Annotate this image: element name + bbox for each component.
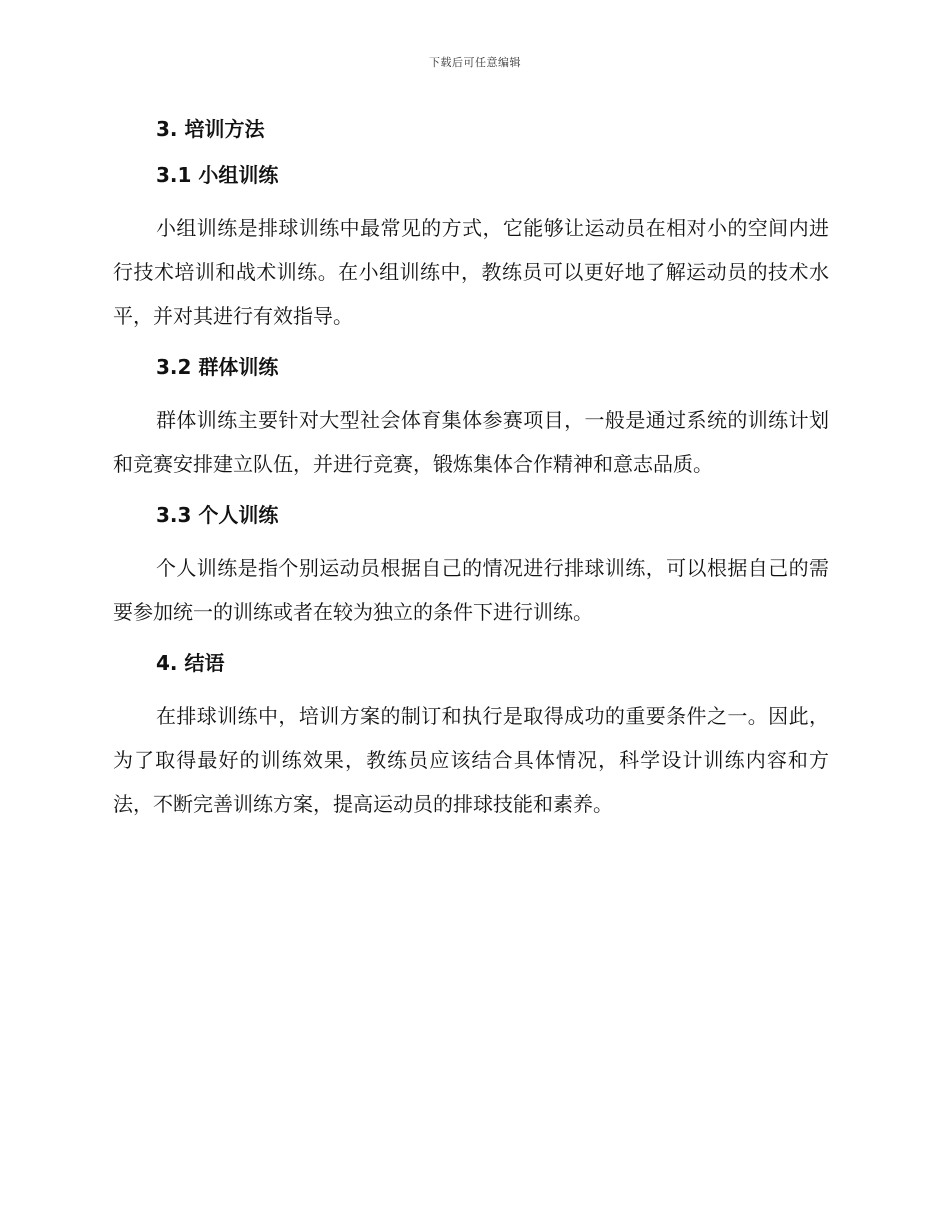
section-3-1-heading: 3.1 小组训练 bbox=[156, 163, 279, 187]
page-header: 下载后可任意编辑 bbox=[429, 56, 521, 69]
spacer bbox=[113, 532, 829, 546]
spacer bbox=[113, 384, 829, 398]
section-3-2-heading: 3.2 群体训练 bbox=[156, 355, 279, 379]
section-3-2-paragraph: 群体训练主要针对大型社会体育集体参赛项目，一般是通过系统的训练计划和竞赛安排建立队伍，并进行竞赛，锻炼集体合作精神和意志品质。 bbox=[113, 408, 829, 476]
spacer bbox=[113, 192, 829, 206]
section-4-heading: 4. 结语 bbox=[156, 651, 225, 675]
spacer bbox=[113, 146, 829, 158]
spacer bbox=[113, 338, 829, 350]
spacer bbox=[113, 680, 829, 694]
spacer bbox=[113, 634, 829, 646]
section-3-3-paragraph: 个人训练是指个别运动员根据自己的情况进行排球训练，可以根据自己的需要参加统一的训练或者在较为独立的条件下进行训练。 bbox=[113, 556, 829, 624]
section-3-1-paragraph: 小组训练是排球训练中最常见的方式，它能够让运动员在相对小的空间内进行技术培训和战术训练。在小组训练中，教练员可以更好地了解运动员的技术水平，并对其进行有效指导。 bbox=[113, 216, 829, 328]
document-body bbox=[113, 112, 829, 826]
section-4-paragraph: 在排球训练中，培训方案的制订和执行是取得成功的重要条件之一。因此，为了取得最好的训练效果，教练员应该结合具体情况，科学设计训练内容和方法，不断完善训练方案，提高运动员的排球技能和素养。 bbox=[113, 704, 829, 816]
section-3-heading: 3. 培训方法 bbox=[156, 117, 265, 141]
section-3-3-heading: 3.3 个人训练 bbox=[156, 503, 279, 527]
spacer bbox=[113, 486, 829, 498]
